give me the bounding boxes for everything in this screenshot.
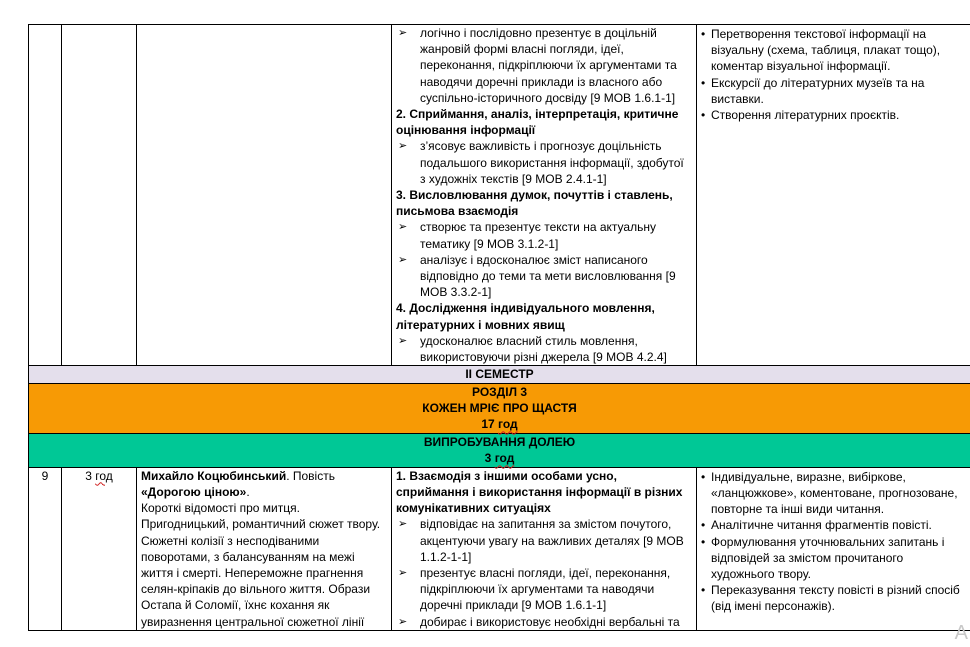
results-item — [396, 516, 692, 565]
results-heading: 3. Висловлювання думок, почуттів і ставлень, письмова взаємодія — [396, 188, 673, 219]
results-item-text: з’ясовує важливість і прогнозує доцільність подальшого використання інформації, здобутої з художніх текстів [9 МОВ 2.4.1-1] — [420, 139, 684, 186]
section-row — [29, 383, 970, 433]
arrow-bullet-icon: ➢ — [398, 140, 408, 153]
results-item-text: відповідає на запитання за змістом почутого, акцентуючи увагу на важливих деталях [9 МОВ 1.1.2-1-1] — [420, 517, 684, 564]
lesson-activities — [697, 467, 970, 630]
arrow-bullet-icon: ➢ — [398, 566, 408, 579]
activity-item — [701, 75, 966, 107]
results-item-text: аналізує і вдосконалює зміст написаного відповідно до теми та мети висловлювання [9 МОВ 3.3.2-1] — [420, 252, 676, 300]
results-item-text: удосконалює власний стиль мовлення, використовуючи різні джерела [9 МОВ 4.2.4] — [420, 333, 667, 365]
activity-item — [701, 534, 966, 583]
results-item — [396, 333, 692, 365]
results-heading: 2. Сприймання, аналіз, інтерпретація, критичне оцінювання інформації — [396, 107, 679, 138]
activity-item — [701, 582, 966, 614]
lesson-number: 9 — [29, 467, 62, 630]
arrow-bullet-icon: ➢ — [398, 334, 408, 347]
arrow-bullet-icon: ➢ — [398, 615, 408, 628]
cell-activities — [697, 25, 970, 366]
subsection-title: ВИПРОБУВАННЯ ДОЛЕЮ — [423, 434, 576, 449]
curriculum-table-container — [28, 24, 970, 631]
results-item — [396, 252, 692, 301]
lesson-description: Короткі відомості про митця. Пригодницький, романтичний сюжет твору. Сюжетні колізії з несподіваними поворотами, з балансуванням на межі життя і смерті. Непереможне прагнення селян-кріпаків до вільного життя. Образи Остапа й Соломії, їхнє кохання як увиразнення центральної сюжетної лінії — [141, 501, 381, 629]
cell-empty-content — [137, 25, 392, 366]
subsection-row — [29, 433, 970, 467]
cell-expected-results — [392, 25, 697, 366]
arrow-bullet-icon: ➢ — [398, 221, 408, 234]
results-item — [396, 565, 692, 614]
arrow-bullet-icon: ➢ — [398, 27, 408, 39]
subsection-hours: 3 год — [484, 451, 515, 466]
activity-item-text: Екскурсії до літературних музеїв та на виставки. — [711, 75, 925, 106]
lesson-expected-results — [392, 467, 697, 630]
results-item — [396, 25, 692, 106]
results-item-text: логічно і послідовно презентує в доцільній жанровій формі власні погляди, ідеї, переконання, підкріплюючи їх аргументами та наводячи доречні приклади із власного або суспільно-історичного досвіду [9 МОВ 1.6.1-1] — [420, 26, 677, 105]
semester-row — [29, 366, 970, 383]
corner-watermark-glyph: А — [954, 622, 968, 644]
cell-empty-hours — [62, 25, 137, 366]
table-row-lesson-9 — [29, 467, 970, 630]
activity-item-text: Створення літературних проєктів. — [711, 108, 900, 123]
bullet-dot-icon: • — [701, 534, 706, 549]
section-number: РОЗДІЛ 3 — [471, 384, 527, 399]
bullet-dot-icon: • — [701, 27, 706, 41]
cell-empty-number — [29, 25, 62, 366]
activity-item — [701, 107, 966, 123]
results-heading: 4. Дослідження індивідуального мовлення, літературних і мовних явищ — [396, 301, 655, 332]
results-item-text: презентує власні погляди, ідеї, переконання, підкріплюючи їх аргументами та наводячи доречні приклади [9 МОВ 1.6.1-1] — [420, 565, 671, 613]
activity-item-text: Аналітичне читання фрагментів повісті. — [711, 518, 932, 533]
arrow-bullet-icon: ➢ — [398, 518, 408, 531]
subsection-header — [29, 433, 970, 467]
semester-label: ІІ СЕМЕСТР — [29, 366, 970, 383]
activity-item — [701, 26, 966, 75]
results-item — [396, 614, 692, 630]
activity-item-text: Перетворення текстової інформації на візуальну (схема, таблиця, плакат тощо), коментар візуальної інформації. — [711, 27, 941, 74]
lesson-hours: 3 год — [62, 467, 137, 630]
work-heading: Михайло Коцюбинський. Повість «Дорогою ціною». — [141, 468, 335, 499]
results-item-text: створює та презентує тексти на актуальну тематику [9 МОВ 3.1.2-1] — [420, 220, 656, 251]
activity-item — [701, 469, 966, 518]
activity-item — [701, 517, 966, 533]
activity-item-text: Переказування тексту повісті в різний спосіб (від імені персонажів). — [711, 583, 960, 614]
author-name: Михайло Коцюбинський — [141, 468, 287, 483]
section-hours: 17 год — [481, 417, 518, 432]
work-title: «Дорогою ціною» — [141, 484, 247, 499]
bullet-dot-icon: • — [701, 518, 706, 533]
section-header — [29, 383, 970, 433]
table-row-continuation — [29, 25, 970, 366]
bullet-dot-icon: • — [701, 469, 706, 484]
results-item — [396, 219, 692, 251]
activity-item-text: Індивідуальне, виразне, вибіркове, «ланцюжкове», коментоване, прогнозоване, повторне та інші види читання. — [711, 469, 958, 517]
section-title: КОЖЕН МРІЄ ПРО ЩАСТЯ — [422, 401, 577, 416]
lesson-content — [137, 467, 392, 630]
arrow-bullet-icon: ➢ — [398, 253, 408, 266]
curriculum-table — [28, 24, 970, 631]
results-item — [396, 138, 692, 187]
results-item-text: добирає і використовує необхідні вербальні та — [420, 614, 680, 629]
bullet-dot-icon: • — [701, 583, 706, 598]
activity-item-text: Формулювання уточнювальних запитань і відповідей за змістом прочитаного художнього твору. — [711, 534, 945, 581]
bullet-dot-icon: • — [701, 108, 706, 123]
results-heading: 1. Взаємодія з іншими особами усно, сприймання і використання інформації в різних комунікативних ситуаціях — [396, 468, 683, 516]
bullet-dot-icon: • — [701, 75, 706, 90]
